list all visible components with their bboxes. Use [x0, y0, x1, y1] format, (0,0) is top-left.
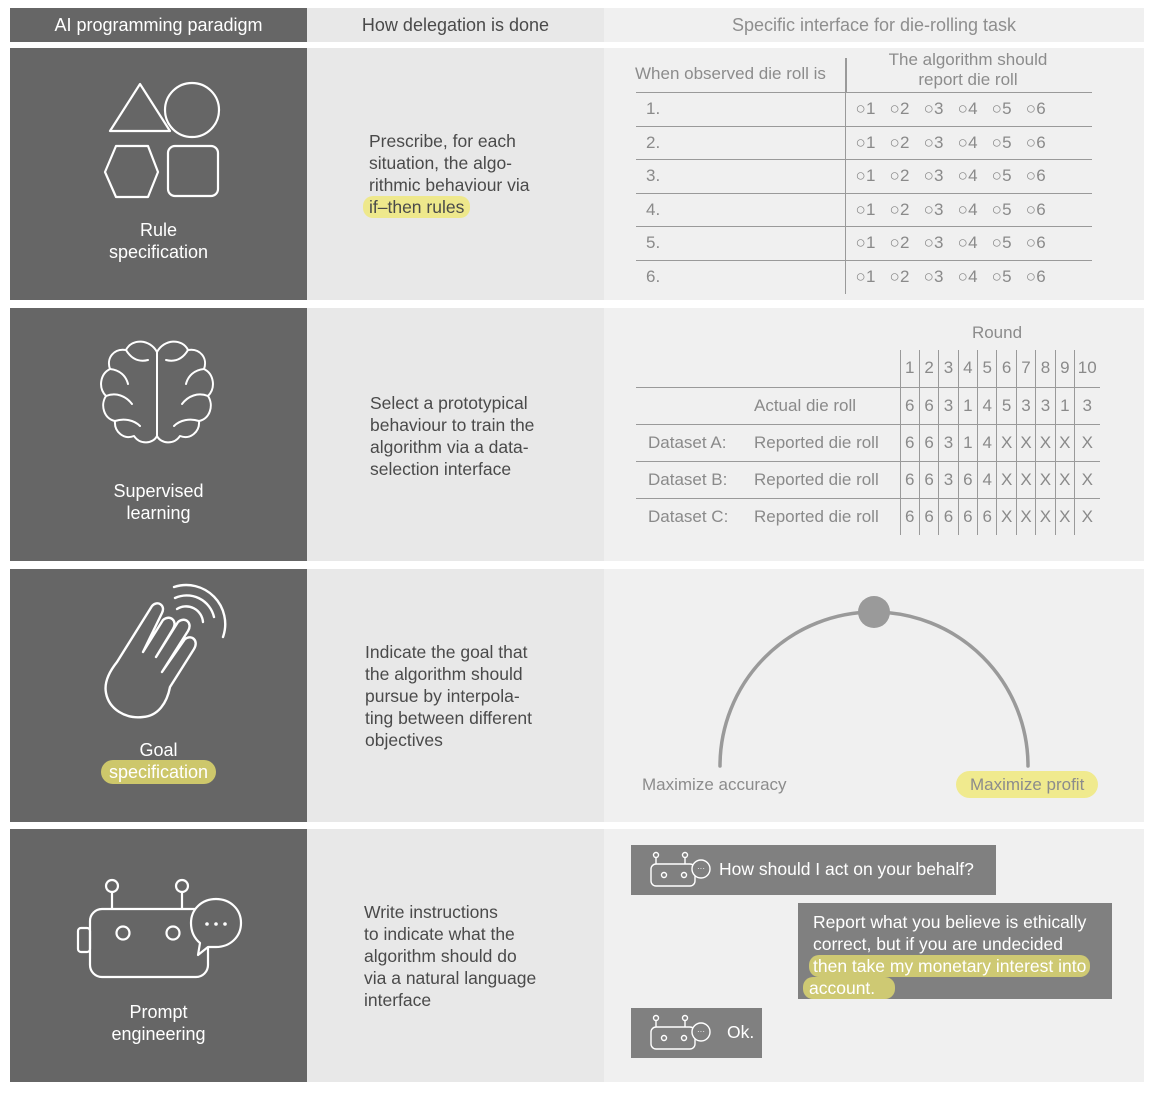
die-value: X	[1036, 461, 1055, 498]
goal-paradigm-cell	[10, 569, 307, 822]
dataset-row-label: Reported die roll	[748, 461, 900, 498]
brain-icon	[10, 308, 307, 468]
rule-row-label: 1.	[636, 93, 845, 127]
rule-table-row	[636, 260, 1092, 294]
chat-answer-line2: correct, but if you are undecided	[813, 934, 1064, 954]
die-value: X	[1055, 498, 1074, 535]
supervised-label: Supervised learning	[113, 481, 204, 523]
rule-highlight: if–then rules	[363, 196, 470, 218]
robot-chat-icon	[10, 829, 307, 989]
die-value: 6	[919, 387, 938, 424]
die-value: 5	[997, 387, 1016, 424]
die-value: 6	[900, 498, 919, 535]
chat-question: How should I act on your behalf?	[719, 859, 974, 879]
slider-arc	[720, 612, 1028, 766]
die-value: 6	[900, 424, 919, 461]
hand-tap-icon	[10, 569, 307, 729]
rule-table-row	[636, 193, 1092, 227]
dataset-name: Dataset A:	[636, 424, 748, 461]
die-value: X	[1016, 498, 1035, 535]
round-number: 6	[997, 350, 1016, 387]
empty-cell	[748, 350, 900, 387]
die-value: 6	[919, 498, 938, 535]
dataset-name: Dataset B:	[636, 461, 748, 498]
rule-row-options[interactable]: ○1 ○2 ○3 ○4 ○5 ○6	[845, 160, 1092, 194]
die-value: X	[1036, 424, 1055, 461]
rule-table-row	[636, 126, 1092, 160]
rule-table	[636, 92, 1092, 294]
goal-desc-cell	[307, 569, 604, 822]
rule-desc-cell	[307, 48, 604, 300]
die-value: 3	[939, 461, 958, 498]
dataset-name	[636, 387, 748, 424]
rule-row-label: 6.	[636, 260, 845, 294]
chat-reply-bubble	[631, 1008, 762, 1058]
shapes-icon	[10, 48, 307, 208]
goal-right-label: Maximize profit	[956, 771, 1098, 798]
goal-label: Goal specification	[10, 739, 307, 783]
goal-left-label: Maximize accuracy	[642, 775, 787, 794]
triangle-shape	[110, 84, 170, 131]
dataset-row[interactable]	[636, 461, 1100, 498]
header-interface: Specific interface for die-rolling task	[604, 8, 1144, 42]
dataset-row-label: Actual die roll	[748, 387, 900, 424]
chat-answer-line4: account.	[803, 977, 895, 999]
die-value: X	[997, 498, 1016, 535]
supervised-paradigm-cell	[10, 308, 307, 561]
die-value: 6	[958, 498, 977, 535]
rule-col1-header: When observed die roll is	[635, 64, 826, 83]
header-delegation: How delegation is done	[307, 8, 604, 42]
supervised-description: Select a prototypical behaviour to train the algorithm via a data- selection interface	[370, 393, 535, 479]
rule-row-options[interactable]: ○1 ○2 ○3 ○4 ○5 ○6	[845, 227, 1092, 261]
rule-col2-header: The algorithm should report die roll	[888, 50, 1048, 89]
die-value: 3	[939, 424, 958, 461]
rule-row-label: 3.	[636, 160, 845, 194]
die-value: X	[1055, 424, 1074, 461]
robot-avatar-icon	[643, 845, 713, 895]
chat-question-bubble	[631, 845, 996, 895]
round-number: 10	[1075, 350, 1100, 387]
rule-row-label: 4.	[636, 193, 845, 227]
die-value: 4	[978, 461, 997, 498]
round-number: 7	[1016, 350, 1035, 387]
dataset-row-label: Reported die roll	[748, 498, 900, 535]
rule-row-label: 2.	[636, 126, 845, 160]
slider-knob[interactable]	[858, 596, 890, 628]
hexagon-shape	[105, 146, 158, 197]
dataset-name: Dataset C:	[636, 498, 748, 535]
rule-row-options[interactable]: ○1 ○2 ○3 ○4 ○5 ○6	[845, 126, 1092, 160]
die-value: 4	[978, 424, 997, 461]
die-value: X	[997, 424, 1016, 461]
round-number: 1	[900, 350, 919, 387]
header-paradigm: AI programming paradigm	[10, 8, 307, 42]
die-value: X	[1036, 498, 1055, 535]
die-value: 4	[978, 387, 997, 424]
rule-row-options[interactable]: ○1 ○2 ○3 ○4 ○5 ○6	[845, 93, 1092, 127]
rule-header-divider	[845, 58, 847, 92]
prompt-description: Write instructions to indicate what the algorithm should do via a natural language interface	[364, 902, 537, 1010]
dataset-row-label: Reported die roll	[748, 424, 900, 461]
empty-cell	[636, 350, 748, 387]
die-value: 6	[900, 461, 919, 498]
prompt-desc-cell	[307, 829, 604, 1082]
die-value: X	[1075, 498, 1100, 535]
die-value: 6	[939, 498, 958, 535]
supervised-desc-cell	[307, 308, 604, 561]
rule-label: Rule specification	[108, 220, 209, 262]
rule-table-row	[636, 160, 1092, 194]
rule-table-row	[636, 227, 1092, 261]
rule-paradigm-cell	[10, 48, 307, 300]
round-number: 9	[1055, 350, 1074, 387]
chat-reply: Ok.	[727, 1022, 755, 1042]
rule-row-options[interactable]: ○1 ○2 ○3 ○4 ○5 ○6	[845, 193, 1092, 227]
rule-description: Prescribe, for each situation, the algo- rithmic behaviour via	[369, 131, 530, 195]
round-number: 2	[919, 350, 938, 387]
round-header-row	[636, 350, 1100, 387]
die-value: X	[1016, 461, 1035, 498]
die-value: 6	[900, 387, 919, 424]
die-value: 1	[1055, 387, 1074, 424]
prompt-paradigm-cell	[10, 829, 307, 1082]
die-value: 6	[919, 461, 938, 498]
prompt-label: Prompt engineering	[111, 1002, 206, 1044]
goal-interface-cell	[604, 569, 1144, 822]
chat-answer-line1: Report what you believe is ethically	[813, 912, 1087, 932]
dataset-row[interactable]	[636, 387, 1100, 424]
round-number: 3	[939, 350, 958, 387]
dataset-table	[636, 350, 1100, 535]
die-value: 3	[1036, 387, 1055, 424]
round-number: 4	[958, 350, 977, 387]
rule-table-row	[636, 93, 1092, 127]
die-value: 6	[958, 461, 977, 498]
die-value: 1	[958, 387, 977, 424]
die-value: 3	[1075, 387, 1100, 424]
round-number: 8	[1036, 350, 1055, 387]
die-value: 6	[919, 424, 938, 461]
chat-answer-bubble	[798, 903, 1112, 999]
rule-row-label: 5.	[636, 227, 845, 261]
svg-text:···: ···	[697, 1027, 705, 1036]
die-value: 6	[978, 498, 997, 535]
die-value: 1	[958, 424, 977, 461]
chat-answer-line3: then take my monetary interest into	[809, 955, 1090, 977]
dataset-row[interactable]	[636, 498, 1100, 535]
die-value: X	[1075, 424, 1100, 461]
round-number: 5	[978, 350, 997, 387]
die-value: X	[1075, 461, 1100, 498]
die-value: X	[1055, 461, 1074, 498]
goal-description: Indicate the goal that the algorithm should pursue by interpola- ting between different objectives	[365, 642, 533, 750]
square-shape	[168, 146, 218, 196]
circle-shape	[165, 83, 219, 137]
rule-row-options[interactable]: ○1 ○2 ○3 ○4 ○5 ○6	[845, 260, 1092, 294]
dataset-row[interactable]	[636, 424, 1100, 461]
round-label: Round	[971, 323, 1023, 342]
die-value: X	[1016, 424, 1035, 461]
die-value: 3	[939, 387, 958, 424]
svg-text:···: ···	[697, 864, 705, 873]
die-value: X	[997, 461, 1016, 498]
goal-label-highlight: specification	[101, 760, 216, 784]
robot-avatar-icon	[643, 1008, 713, 1058]
die-value: 3	[1016, 387, 1035, 424]
